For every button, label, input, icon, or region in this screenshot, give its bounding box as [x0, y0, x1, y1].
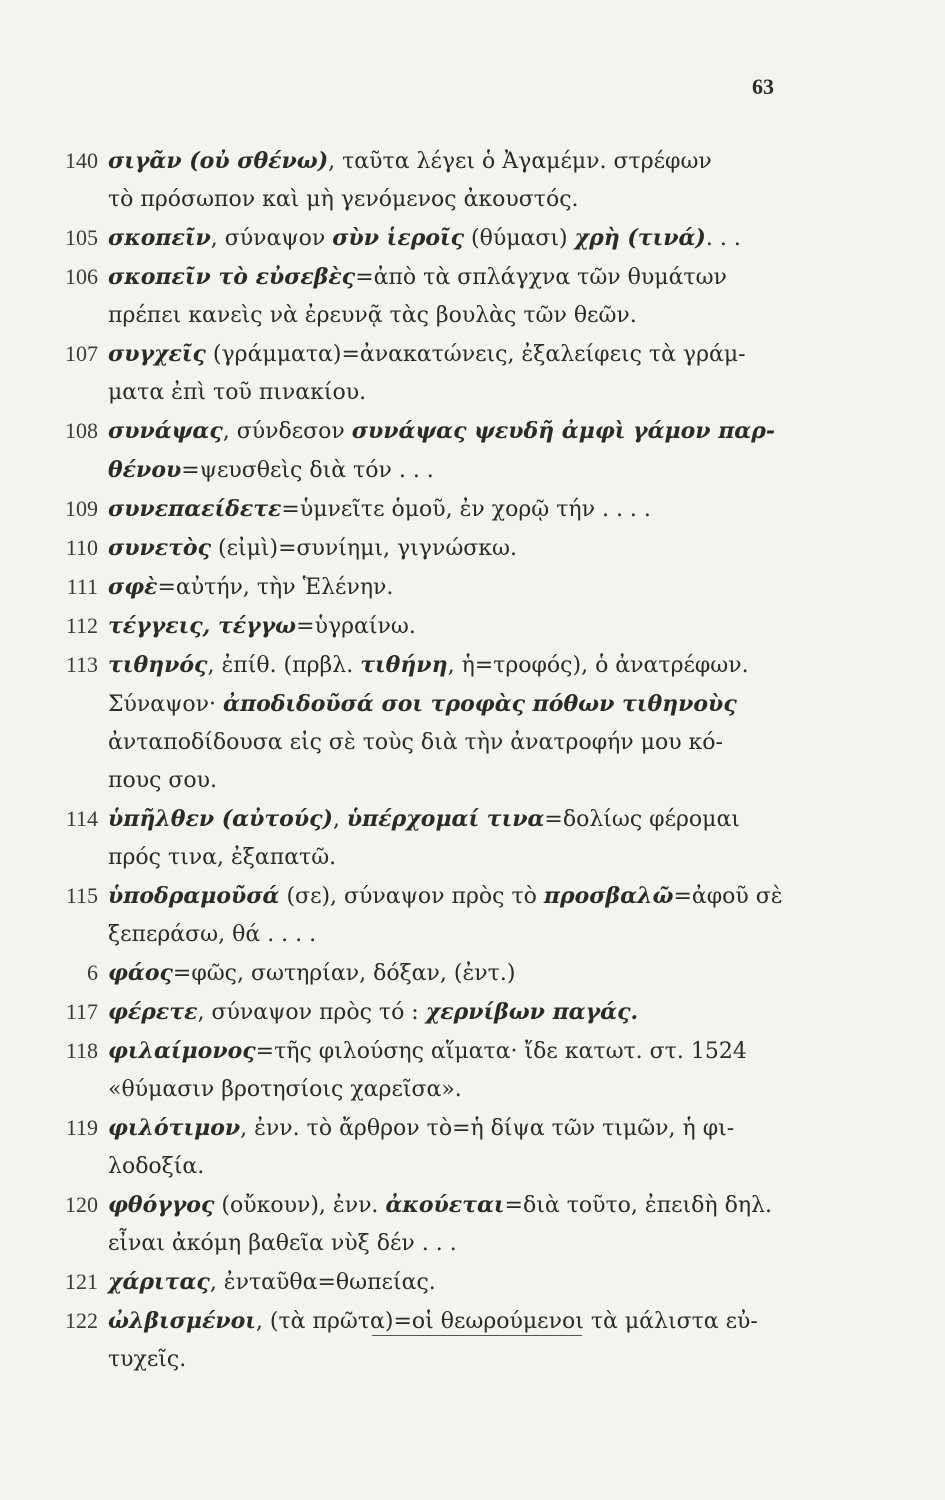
- line-number: 107: [65, 341, 98, 366]
- glossary-entry: [60, 1109, 830, 1186]
- gloss-text: =τῆς φιλούσης αἵματα· ἴδε κατωτ. στ. 1524: [255, 1039, 747, 1064]
- gloss-text: «θύμασιν βροτησίοις χαρεῖσα».: [108, 1077, 462, 1102]
- line-number: 120: [65, 1192, 98, 1217]
- gloss-text: Σύναψον·: [108, 692, 224, 717]
- lemma-text: φθόγγος: [108, 1192, 215, 1218]
- entry-continuation-line: [108, 724, 830, 762]
- lemma-text: φιλαίμονος: [108, 1038, 256, 1064]
- gloss-text: , ταῦτα λέγει ὁ Ἀγαμέμν. στρέφων: [328, 149, 712, 174]
- entry-continuation-line: [108, 685, 830, 724]
- lemma-text: χάριτας: [108, 1269, 210, 1295]
- gloss-text: =ψευσθεὶς διὰ τόν . . .: [181, 458, 434, 483]
- gloss-text: τὸ πρόσωπον καὶ μὴ γενόμενος ἀκουστός.: [108, 187, 579, 212]
- gloss-text: , (τὰ πρῶτα)=οἱ θεωρούμενοι τὰ μάλιστα εὐ-: [255, 1309, 758, 1334]
- glossary-entry: [60, 607, 830, 646]
- gloss-text: πρέπει κανεὶς νὰ ἐρευνᾷ τὰς βουλὰς τῶν θεῶν.: [108, 303, 637, 328]
- glossary-entry: [60, 412, 830, 490]
- gloss-text: =φῶς, σωτηρίαν, δόξαν, (ἐντ.): [172, 961, 516, 986]
- entry-continuation-line: [108, 297, 830, 335]
- glossary-entry: [60, 993, 830, 1032]
- lemma-text: τέγγεις, τέγγω: [108, 613, 297, 639]
- glossary-entry: [60, 800, 830, 877]
- lemma-text: ὑποδραμοῦσά: [108, 883, 280, 909]
- gloss-text: πους σου.: [108, 768, 218, 793]
- gloss-text: =ὑμνεῖτε ὁμοῦ, ἐν χορῷ τήν . . . .: [281, 497, 651, 522]
- gloss-text: =ὑγραίνω.: [296, 614, 416, 639]
- lemma-text: τιθηνός: [108, 652, 208, 678]
- entry-line: [108, 258, 830, 297]
- line-number: 108: [65, 418, 98, 443]
- entry-line: [108, 993, 830, 1032]
- entry-continuation-line: [108, 1071, 830, 1109]
- entry-continuation-line: [108, 762, 830, 800]
- entry-line: [108, 877, 830, 916]
- page-number: 63: [752, 74, 774, 99]
- lemma-text: προσβαλῶ: [543, 883, 674, 909]
- glossary-entry: [60, 1302, 830, 1379]
- line-number: 106: [65, 264, 98, 289]
- line-number: 117: [65, 999, 98, 1024]
- gloss-text: λοδοξία.: [108, 1154, 205, 1179]
- gloss-text: , ἐνταῦθα=θωπείας.: [209, 1270, 436, 1295]
- gloss-text: (σε), σύναψον πρὸς τὸ: [279, 884, 544, 909]
- line-number: 121: [65, 1269, 98, 1294]
- line-number: 114: [65, 806, 98, 831]
- glossary-entry: [60, 335, 830, 412]
- line-number: 109: [65, 496, 98, 521]
- lemma-text: σιγᾶν (οὐ σθένω): [108, 148, 329, 174]
- lemma-text: φιλότιμον: [108, 1115, 241, 1141]
- entry-line: [108, 1032, 830, 1071]
- line-number: 115: [65, 883, 98, 908]
- entry-continuation-line: [108, 839, 830, 877]
- lemma-text: χερνίβων παγάς.: [425, 999, 639, 1025]
- entry-line: [108, 1186, 830, 1225]
- gloss-text: ἀνταποδίδουσα εἰς σὲ τοὺς διὰ τὴν ἀνατροφήν μου κό-: [108, 730, 723, 755]
- lemma-text: συνετὸς: [108, 535, 211, 561]
- lemma-text: σκοπεῖν τὸ εὐσεβὲς: [108, 264, 356, 290]
- lemma-text: φέρετε: [108, 999, 198, 1025]
- entry-continuation-line: [108, 1225, 830, 1263]
- entry-line: [108, 490, 830, 529]
- lemma-text: φάος: [108, 960, 173, 986]
- entry-line: [108, 529, 830, 568]
- entry-continuation-line: [108, 916, 830, 954]
- entry-line: [108, 568, 830, 607]
- glossary-entry: [60, 877, 830, 954]
- entry-continuation-line: [108, 1148, 830, 1186]
- line-number: 110: [65, 535, 98, 560]
- entry-line: [108, 412, 830, 451]
- lemma-text: ὑπῆλθεν (αὐτούς): [108, 806, 333, 832]
- gloss-text: (γράμματα)=ἀνακατώνεις, ἐξαλείφεις τὰ γράμ-: [205, 342, 746, 367]
- entry-line: [108, 1263, 830, 1302]
- gloss-text: (εἰμὶ)=συνίημι, γιγνώσκω.: [211, 536, 517, 561]
- glossary-entry: [60, 1263, 830, 1302]
- footer-rule: [372, 1335, 582, 1336]
- gloss-text: ξεπεράσω, θά . . . .: [108, 922, 317, 947]
- entry-line: [108, 646, 830, 685]
- gloss-text: πρός τινα, ἐξαπατῶ.: [108, 845, 337, 870]
- lemma-text: ἀποδιδοῦσά σοι τροφὰς πόθων τιθηνοὺς: [223, 691, 737, 717]
- line-number: 112: [65, 613, 98, 638]
- glossary-entry: [60, 529, 830, 568]
- entry-continuation-line: [108, 451, 830, 490]
- gloss-text: =ἀφοῦ σὲ: [673, 884, 783, 909]
- entry-line: [108, 335, 830, 374]
- glossary-entry: [60, 142, 830, 219]
- lemma-text: σκοπεῖν: [108, 225, 211, 251]
- lemma-text: σφὲ: [108, 574, 158, 600]
- lemma-text: ἀκούεται: [385, 1192, 505, 1218]
- gloss-text: ,: [332, 807, 347, 832]
- line-number: 140: [65, 148, 98, 173]
- gloss-text: , σύνδεσον: [222, 419, 352, 444]
- gloss-text: =αὐτήν, τὴν Ἑλένην.: [157, 575, 394, 600]
- line-number: 122: [65, 1308, 98, 1333]
- lemma-text: τιθήνη: [360, 652, 448, 678]
- glossary-entry: [60, 1186, 830, 1263]
- line-number: 119: [65, 1115, 98, 1140]
- gloss-text: , ἡ=τροφός), ὁ ἀνατρέφων.: [447, 653, 749, 678]
- entry-continuation-line: [108, 374, 830, 412]
- gloss-text: . . .: [705, 226, 741, 251]
- gloss-text: ματα ἐπὶ τοῦ πινακίου.: [108, 380, 367, 405]
- gloss-text: =διὰ τοῦτο, ἐπειδὴ δηλ.: [504, 1193, 772, 1218]
- glossary-entry: [60, 646, 830, 800]
- lemma-text: χρὴ (τινά): [574, 225, 706, 251]
- line-number: 111: [66, 574, 98, 599]
- entry-line: [108, 219, 830, 258]
- glossary-entry: [60, 568, 830, 607]
- entry-line: [108, 1109, 830, 1148]
- gloss-text: , ἐπίθ. (πρβλ.: [207, 653, 361, 678]
- gloss-text: =δολίως φέρομαι: [544, 807, 740, 832]
- glossary-entry: [60, 490, 830, 529]
- entry-line: [108, 954, 830, 993]
- entry-continuation-line: [108, 181, 830, 219]
- lemma-text: θένου: [108, 457, 182, 483]
- entry-line: [108, 800, 830, 839]
- gloss-text: , σύναψον: [210, 226, 333, 251]
- gloss-text: (θύμασι): [464, 226, 575, 251]
- lemma-text: συνάψας ψευδῆ ἀμφὶ γάμον παρ-: [351, 418, 775, 444]
- glossary-entries: [60, 142, 830, 1379]
- glossary-entry: [60, 1032, 830, 1109]
- lemma-text: συγχεῖς: [108, 341, 206, 367]
- gloss-text: =ἀπὸ τὰ σπλάγχνα τῶν θυμάτων: [355, 265, 727, 290]
- line-number: 118: [65, 1038, 98, 1063]
- lemma-text: συνάψας: [108, 418, 223, 444]
- gloss-text: τυχεῖς.: [108, 1347, 187, 1372]
- line-number: 113: [65, 652, 98, 677]
- entry-line: [108, 142, 830, 181]
- lemma-text: συνεπαείδετε: [108, 496, 282, 522]
- gloss-text: , ἐνν. τὸ ἄρθρον τὸ=ἡ δίψα τῶν τιμῶν, ἡ φι-: [240, 1116, 735, 1141]
- gloss-text: (οὔκουν), ἐνν.: [214, 1193, 386, 1218]
- entry-continuation-line: [108, 1341, 830, 1379]
- gloss-text: , σύναψον πρὸς τό :: [197, 1000, 426, 1025]
- entry-line: [108, 607, 830, 646]
- lemma-text: ὠλβισμένοι: [108, 1308, 256, 1334]
- lemma-text: ὑπέρχομαί τινα: [346, 806, 545, 832]
- gloss-text: εἶναι ἀκόμη βαθεῖα νὺξ δέν . . .: [108, 1231, 457, 1256]
- line-number: 6: [87, 960, 98, 985]
- lemma-text: σὺν ἱεροῖς: [332, 225, 465, 251]
- glossary-entry: [60, 954, 830, 993]
- glossary-entry: [60, 258, 830, 335]
- glossary-entry: [60, 219, 830, 258]
- line-number: 105: [65, 225, 98, 250]
